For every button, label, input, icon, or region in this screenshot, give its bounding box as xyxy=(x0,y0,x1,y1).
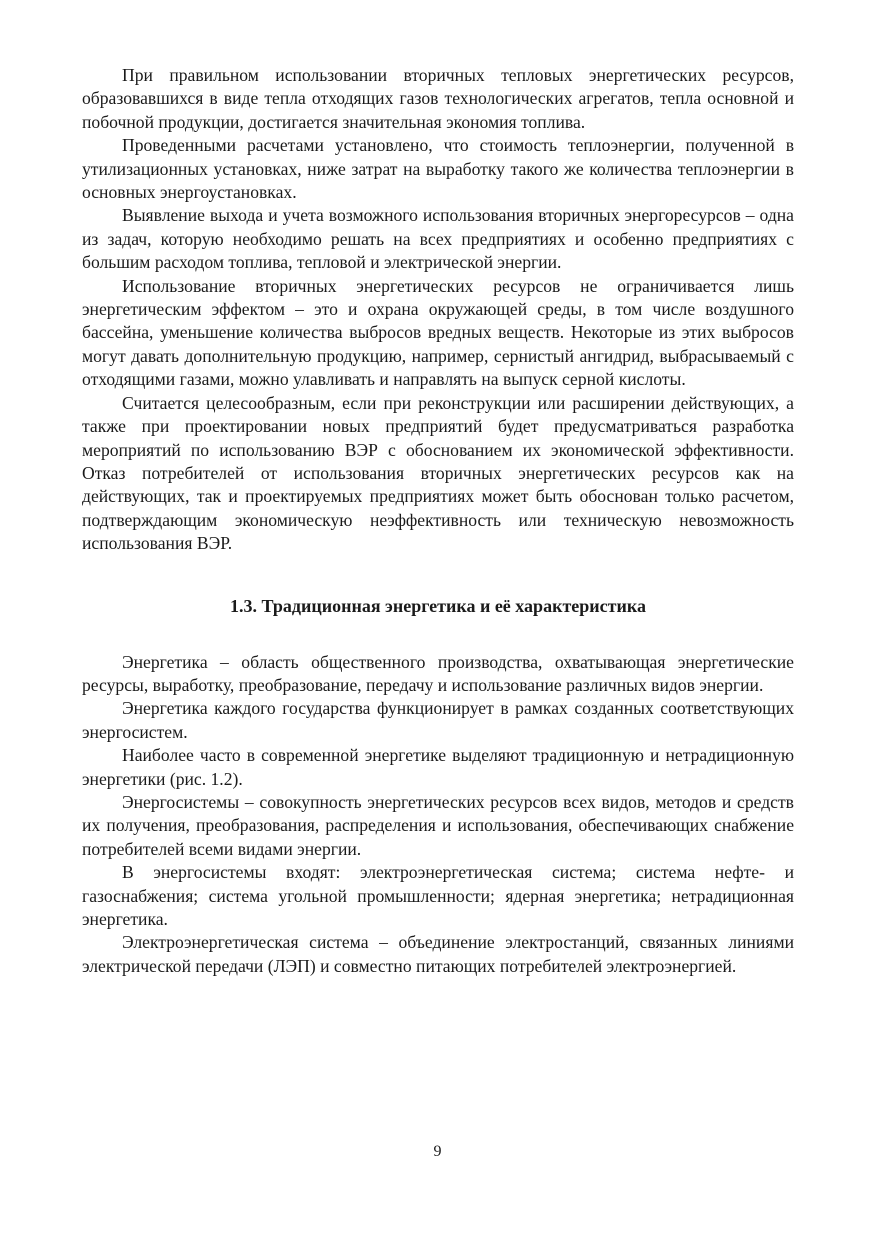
page-content xyxy=(82,64,794,978)
paragraph: Выявление выхода и учета возможного использования вторичных энергоресурсов – одна из задач, которую необходимо решать на всех предприятиях и особенно предприятиях с большим расходом топлива, тепловой и электрической энергии. xyxy=(82,205,794,273)
paragraph: Наиболее часто в современной энергетике выделяют традиционную и нетрадиционную энергетики (рис. 1.2). xyxy=(82,745,794,789)
paragraph: Использование вторичных энергетических ресурсов не ограничивается лишь энергетическим эффектом – это и охрана окружающей среды, в том числе воздушного бассейна, уменьшение количества выбросов вредных веществ. Некоторые из этих выбросов могут давать дополнительную продукцию, например, сернистый ангидрид, выбрасываемый с отходящими газами, можно улавливать и направлять на выпуск серной кислоты. xyxy=(82,275,794,390)
paragraph: Проведенными расчетами установлено, что стоимость теплоэнергии, полученной в утилизационных установках, ниже затрат на выработку такого же количества теплоэнергии в основных энергоустановках. xyxy=(82,135,794,203)
paragraph: Энергетика – область общественного производства, охватывающая энергетические ресурсы, выработку, преобразование, передачу и использование различных видов энергии. xyxy=(82,651,794,695)
paragraph: В энергосистемы входят: электроэнергетическая система; система нефте- и газоснабжения; система угольной промышленности; ядерная энергетика; нетрадиционная энергетика. xyxy=(82,862,794,929)
paragraph: Электроэнергетическая система – объединение электростанций, связанных линиями электрической передачи (ЛЭП) и совместно питающих потребителей электроэнергией. xyxy=(82,932,794,976)
paragraph: При правильном использовании вторичных тепловых энергетических ресурсов, образовавшихся в виде тепла отходящих газов технологических агрегатов, тепла основной и побочной продукции, достигается значительная экономия топлива. xyxy=(82,65,794,132)
section-heading: 1.3. Традиционная энергетика и её характеристика xyxy=(230,595,646,616)
paragraph: Энергетика каждого государства функционирует в рамках созданных соответствующих энергосистем. xyxy=(82,698,794,742)
page-number: 9 xyxy=(433,1143,442,1160)
paragraph: Считается целесообразным, если при реконструкции или расширении действующих, а также при проектировании новых предприятий будет предусматриваться разработка мероприятий по использованию ВЭР с обоснованием их экономической эффективности. Отказ потребителей от использования вторичных энергетических ресурсов как на действующих, так и проектируемых предприятиях может быть обоснован только расчетом, подтверждающим экономическую неэффективность или техническую невозможность использования ВЭР. xyxy=(82,392,794,554)
paragraph: Энергосистемы – совокупность энергетических ресурсов всех видов, методов и средств их получения, преобразования, распределения и использования, обеспечивающих снабжение потребителей всеми видами энергии. xyxy=(82,791,794,859)
